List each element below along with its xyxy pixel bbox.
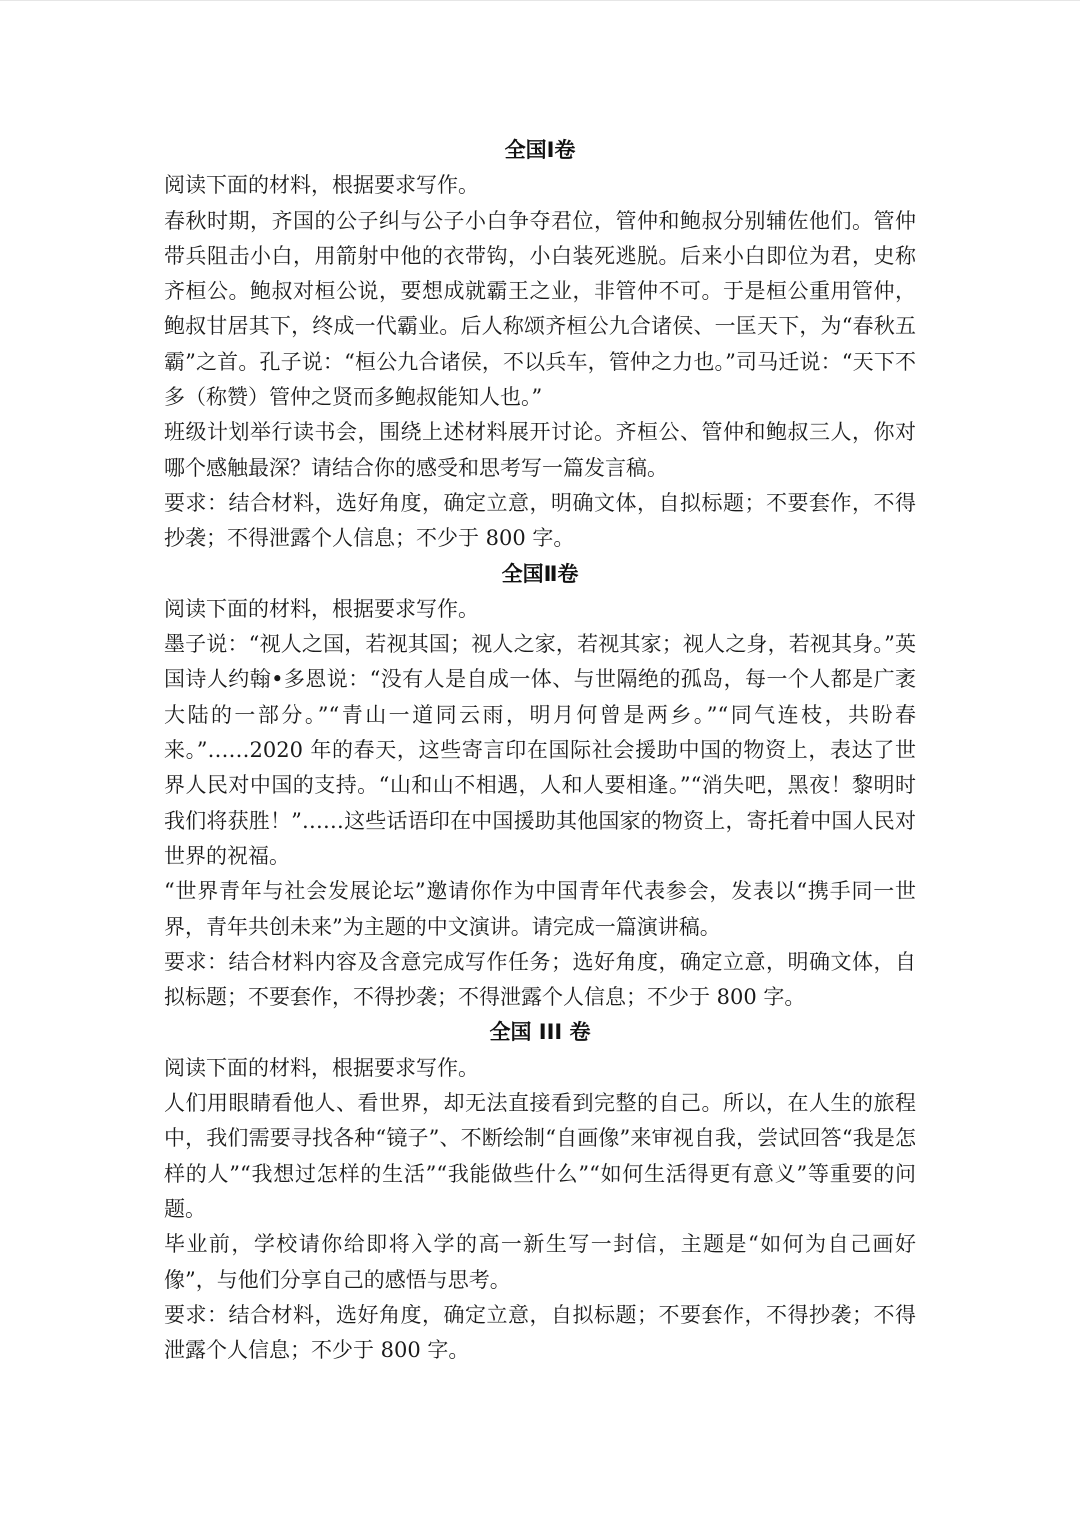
paragraph-material: 人们用眼睛看他人、看世界，却无法直接看到完整的自己。所以，在人生的旅程中，我们需要寻找各种“镜子”、不断绘制“自画像”来审视自我，尝试回答“我是怎样的人”“我想过怎样的生活”“我能做些什么”“如何生活得更有意义”等重要的问题。	[164, 1091, 916, 1221]
section-title: 全国Ⅱ卷	[501, 561, 579, 586]
document-body	[164, 133, 916, 1368]
paragraph-material: 春秋时期，齐国的公子纠与公子小白争夺君位，管仲和鲍叔分别辅佐他们。管仲带兵阻击小白，用箭射中他的衣带钩，小白装死逃脱。后来小白即位为君，史称齐桓公。鲍叔对桓公说，要想成就霸王之业，非管仲不可。于是桓公重用管仲，鲍叔甘居其下，终成一代霸业。后人称颂齐桓公九合诸侯、一匡天下，为“春秋五霸”之首。孔子说：“桓公九合诸侯，不以兵车，管仲之力也。”司马迁说：“天下不多（称赞）管仲之贤而多鲍叔能知人也。”	[164, 208, 916, 410]
paragraph-material: 墨子说：“视人之国，若视其国；视人之家，若视其家；视人之身，若视其身。”英国诗人约翰•多恩说：“没有人是自成一体、与世隔绝的孤岛，每一个人都是广袤大陆的一部分。”“青山一道同云雨，明月何曾是两乡。”“同气连枝，共盼春来。”……2020 年的春天，这些寄言印在国际社会援助中国的物资上，表达了世界人民对中国的支持。“山和山不相遇，人和人要相逢。”“消失吧，黑夜！黎明时我们将获胜！”……这些话语印在中国援助其他国家的物资上，寄托着中国人民对世界的祝福。	[164, 632, 916, 868]
paragraph-requirements: 要求：结合材料，选好角度，确定立意，自拟标题；不要套作，不得抄袭；不得泄露个人信息；不少于 800 字。	[164, 1302, 916, 1363]
paragraph-instruction: 阅读下面的材料，根据要求写作。	[164, 173, 479, 198]
section-national-2	[164, 557, 916, 1016]
paragraph-instruction: 阅读下面的材料，根据要求写作。	[164, 596, 479, 621]
paragraph-requirements: 要求：结合材料，选好角度，确定立意，明确文体，自拟标题；不要套作，不得抄袭；不得泄露个人信息；不少于 800 字。	[164, 490, 916, 551]
section-national-3	[164, 1015, 916, 1368]
section-title: 全国 III 卷	[489, 1020, 591, 1045]
paragraph-requirements: 要求：结合材料内容及含意完成写作任务；选好角度，确定立意，明确文体，自拟标题；不要套作，不得抄袭；不得泄露个人信息；不少于 800 字。	[164, 949, 916, 1010]
paragraph-task: 毕业前，学校请你给即将入学的高一新生写一封信，主题是“如何为自己画好像”，与他们分享自己的感悟与思考。	[164, 1232, 916, 1292]
paragraph-task: 班级计划举行读书会，围绕上述材料展开讨论。齐桓公、管仲和鲍叔三人，你对哪个感触最深？请结合你的感受和思考写一篇发言稿。	[164, 420, 916, 480]
section-national-1	[164, 133, 916, 557]
section-title: 全国Ⅰ卷	[504, 138, 576, 162]
paragraph-instruction: 阅读下面的材料，根据要求写作。	[164, 1055, 479, 1080]
paragraph-task: “世界青年与社会发展论坛”邀请你作为中国青年代表参会，发表以“携手同一世界，青年共创未来”为主题的中文演讲。请完成一篇演讲稿。	[164, 879, 916, 939]
